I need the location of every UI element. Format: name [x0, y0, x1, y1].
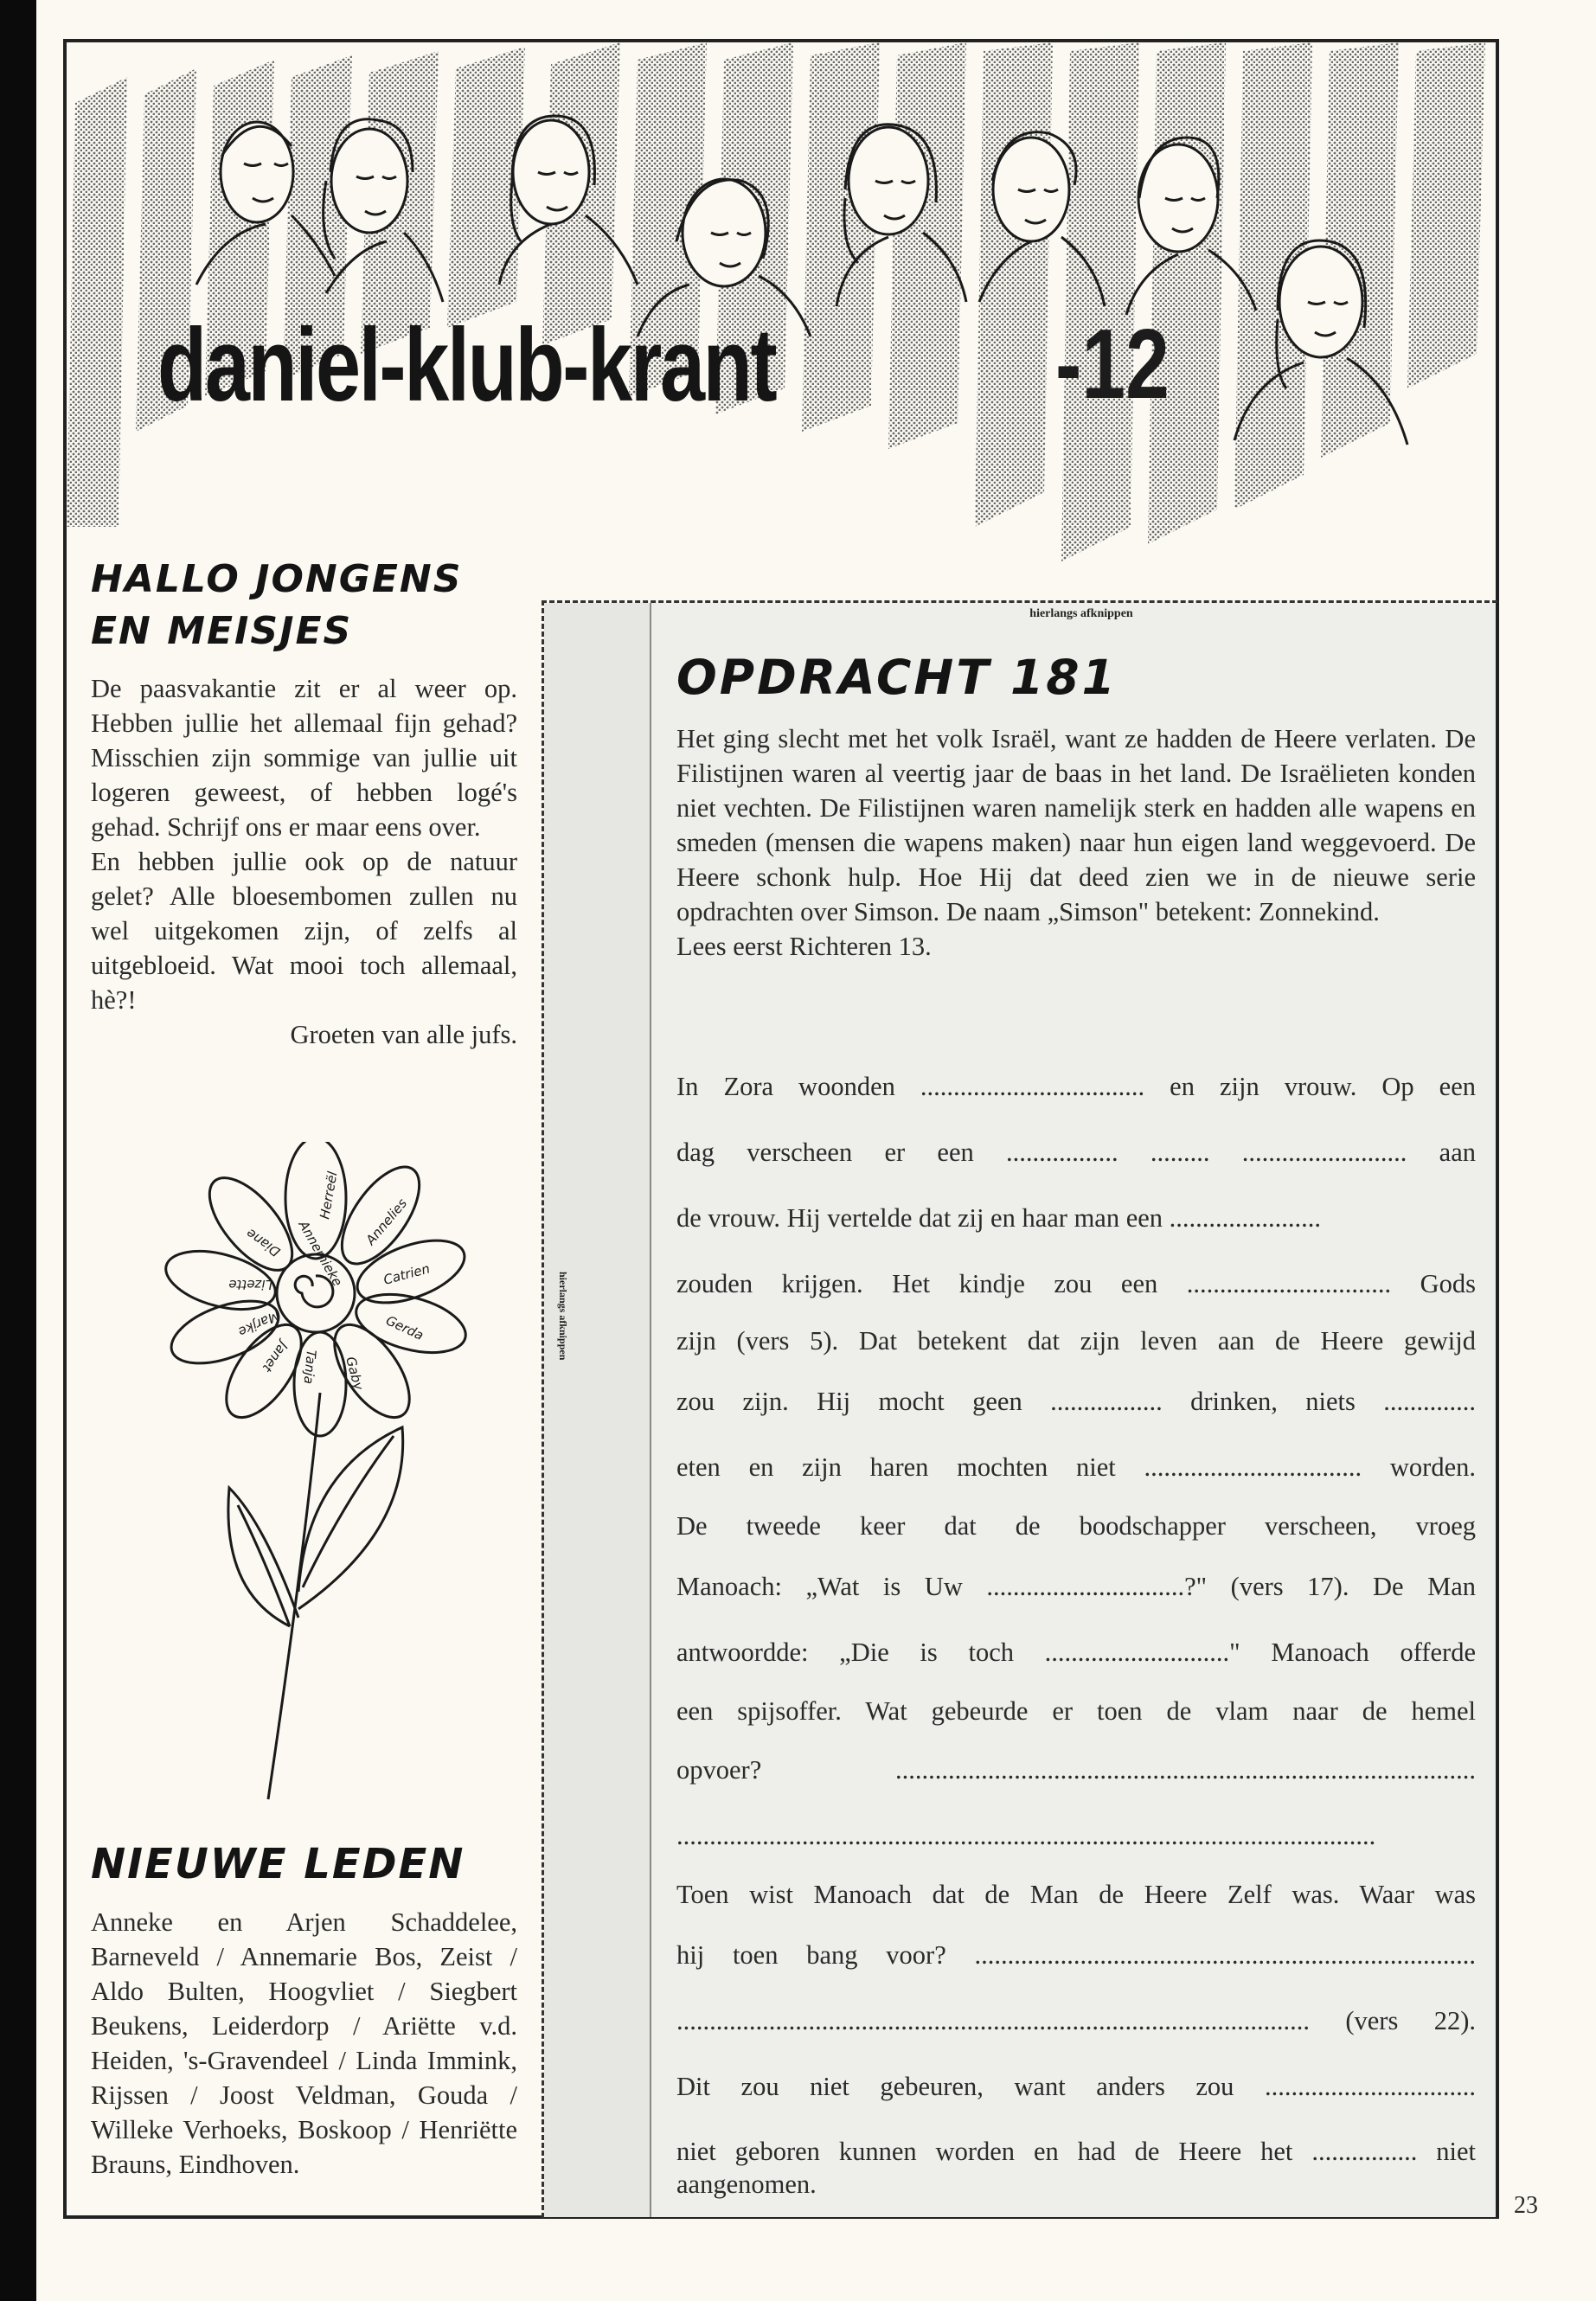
question-line: niet geboren kunnen worden en had de Heere het ................ niet aangenomen. [676, 2137, 1476, 2199]
flower-stem [268, 1393, 320, 1799]
cut-strip [544, 603, 650, 2217]
cut-label-side: hierlangs afknippen [557, 1272, 569, 1361]
petal-name: Herreël [317, 1170, 341, 1221]
petal-name: Diane [243, 1225, 284, 1260]
greeting-signature: Groeten van alle jufs. [290, 1020, 517, 1049]
petal-name: Lizette [228, 1277, 272, 1292]
assignment-read-instruction: Lees eerst Richteren 13. [676, 932, 932, 961]
petal-name: Janet [259, 1338, 292, 1375]
petal-name: Marjke [235, 1307, 282, 1340]
question-line: hij toen bang voor? ............................................................................ [676, 1940, 1476, 1970]
question-line: zijn (vers 5). Dat betekent dat zijn leven aan de Heere gewijd [676, 1326, 1476, 1356]
question-line: eten en zijn haren mochten niet ................................. worden. [676, 1452, 1476, 1482]
question-line: een spijsoffer. Wat gebeurde er toen de vlam naar de hemel [676, 1696, 1476, 1726]
assignment-intro [676, 721, 1476, 964]
assignment-title: OPDRACHT 181 [676, 650, 1118, 705]
greeting-heading-line2: EN MEISJES [91, 609, 353, 653]
answer-line: .......................................................................................................... [676, 1821, 1376, 1850]
issue-number: -12 [1055, 310, 1170, 420]
cut-line-top [542, 600, 1497, 603]
question-line: In Zora woonden .................................. en zijn vrouw. Op een [676, 1072, 1476, 1101]
question-line: Dit zou niet gebeuren, want anders zou ................................ [676, 2072, 1476, 2101]
question-line: antwoordde: „Die is toch ............................" Manoach offerde [676, 1638, 1476, 1667]
petal-name: Tanja [300, 1349, 319, 1385]
cut-line-vertical [542, 600, 544, 2218]
new-members-list: Anneke en Arjen Schaddelee, Barneveld / Annemarie Bos, Zeist / Aldo Bulten, Hoogvliet / Siegbert Beukens, Leiderdorp / Ariëtte v.d. Heiden, 's-Gravendeel / Linda Immink, Rijssen / Joost Veldman, Gouda / Willeke Verhoeks, Boskoop / Henriëtte Brauns, Eindhoven. [91, 1907, 517, 2179]
question-line: zou zijn. Hij mocht geen ................. drinken, niets .............. [676, 1387, 1476, 1416]
petal-name: Annelies [362, 1195, 411, 1248]
assignment-intro-text: Het ging slecht met het volk Israël, want ze hadden de Heere verlaten. De Filistijnen waren al veertig jaar de baas in het land. De Israëlieten konden niet vechten. De Filistijnen waren namelijk sterk en hadden alle wapens en smeden (mensen die wapens maken) naar hun eigen land weggevoerd. De Heere schonk hulp. Hoe Hij dat deed zien we in de nieuwe serie opdrachten over Simson. De naam „Simson" betekent: Zonnekind. [676, 724, 1476, 926]
greeting-heading [91, 554, 541, 657]
question-line: dag verscheen er een ................. ......... ......................... aan [676, 1138, 1476, 1167]
page-number: 23 [1514, 2192, 1538, 2219]
question-line: zouden krijgen. Het kindje zou een ............................... Gods [676, 1269, 1476, 1298]
petal-name: Annemieke [295, 1218, 346, 1290]
flower-leaf-left [228, 1488, 298, 1626]
masthead-title: daniel-klub-krant [157, 307, 776, 423]
cut-label-top: hierlangs afknippen [1029, 607, 1133, 620]
petal-name: Gaby [343, 1355, 367, 1392]
question-line: Toen wist Manoach dat de Man de Heere Zelf was. Waar was [676, 1880, 1476, 1909]
petal-name: Catrien [381, 1260, 432, 1288]
strip-divider [650, 603, 651, 2217]
new-members-heading: NIEUWE LEDEN [91, 1840, 465, 1888]
answer-line: opvoer? ........................................................................................ [676, 1755, 1476, 1785]
binding-edge [0, 0, 36, 2301]
question-line: Manoach: „Wat is Uw ..............................?" (vers 17). De Man [676, 1572, 1476, 1601]
flower-illustration [151, 1142, 489, 1808]
greeting-paragraph-2: En hebben jullie ook op de natuur gelet? Alle bloesembomen zullen nu wel uitgekomen zijn, of zelfs al uitgebloeid. Wat mooi toch allemaal, hè?! [91, 847, 517, 1015]
question-line: de vrouw. Hij vertelde dat zij en haar man een ....................... [676, 1203, 1322, 1233]
petal-name: Gerda [383, 1312, 426, 1343]
greeting-text [91, 671, 517, 1052]
answer-line: ................................................................................................ (vers 22). [676, 2006, 1476, 2035]
question-line: De tweede keer dat de boodschapper verscheen, vroeg [676, 1511, 1476, 1541]
greeting-heading-line1: HALLO JONGENS [91, 557, 463, 601]
greeting-paragraph-1: De paasvakantie zit er al weer op. Hebben jullie het allemaal fijn gehad? Misschien zijn sommige van jullie uit logeren geweest, of hebben logé's gehad. Schrijf ons er maar eens over. [91, 674, 517, 842]
